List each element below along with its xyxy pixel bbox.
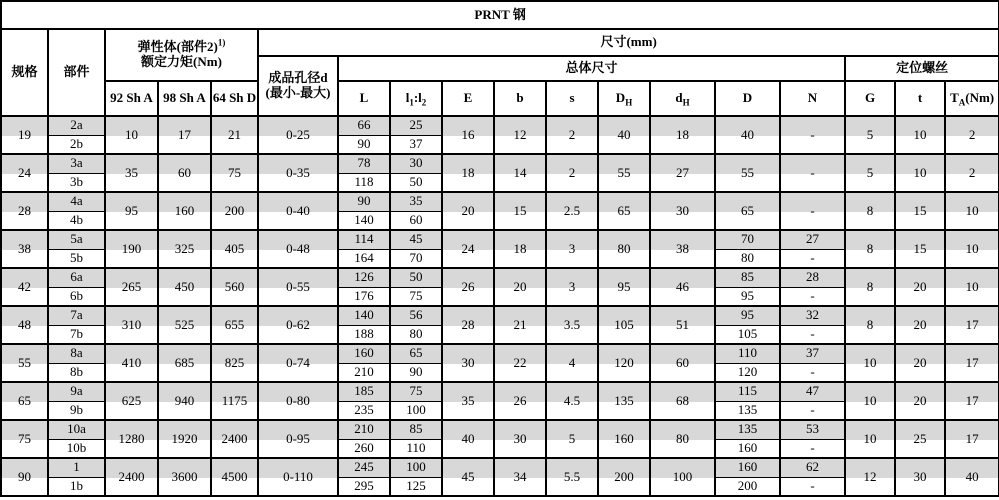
dim-L-cell: 118 — [338, 173, 390, 192]
part-cell: 2b — [48, 135, 105, 154]
dim-dH-cell: 18 — [650, 116, 715, 154]
setscrew-t-cell: 25 — [895, 420, 945, 458]
dim-N-cell: - — [780, 249, 845, 268]
bore-cell: 0-110 — [258, 458, 338, 496]
dim-L-cell: 176 — [338, 287, 390, 306]
part-cell: 7b — [48, 325, 105, 344]
dim-D-cell: 65 — [715, 192, 780, 230]
dim-l-cell: 65 — [390, 344, 442, 363]
col-header-torque: 64 Sh D — [211, 81, 258, 116]
dim-D-cell: 80 — [715, 249, 780, 268]
table-row — [1, 306, 999, 325]
dim-L-cell: 210 — [338, 420, 390, 439]
dim-L-cell: 140 — [338, 211, 390, 230]
dim-DH-cell: 200 — [598, 458, 650, 496]
dim-dH-cell: 27 — [650, 154, 715, 192]
part-cell: 1 — [48, 458, 105, 477]
table-row — [1, 192, 999, 211]
dim-l-cell: 45 — [390, 230, 442, 249]
part-cell: 7a — [48, 306, 105, 325]
bore-cell: 0-62 — [258, 306, 338, 344]
dim-l-cell: 25 — [390, 116, 442, 135]
dim-s-cell: 2 — [546, 116, 598, 154]
dim-L-cell: 78 — [338, 154, 390, 173]
table-row — [1, 458, 999, 477]
torque-cell: 685 — [158, 344, 211, 382]
dim-b-cell: 22 — [494, 344, 546, 382]
torque-cell: 410 — [105, 344, 158, 382]
setscrew-G-cell: 8 — [845, 230, 895, 268]
spec-cell: 42 — [1, 268, 48, 306]
dim-E-cell: 45 — [442, 458, 494, 496]
setscrew-TA-cell: 10 — [945, 268, 999, 306]
dim-N-cell: - — [780, 116, 845, 154]
dim-N-cell: 37 — [780, 344, 845, 363]
dim-s-cell: 3.5 — [546, 306, 598, 344]
dim-D-cell: 135 — [715, 401, 780, 420]
col-header-dim: $d_H$ — [650, 81, 715, 116]
dim-DH-cell: 95 — [598, 268, 650, 306]
part-cell: 8b — [48, 363, 105, 382]
spec-cell: 38 — [1, 230, 48, 268]
dim-E-cell: 24 — [442, 230, 494, 268]
dim-DH-cell: 120 — [598, 344, 650, 382]
dim-L-cell: 295 — [338, 477, 390, 496]
dim-N-cell: 62 — [780, 458, 845, 477]
col-header-dim: $l_1:l_2$ — [390, 81, 442, 116]
col-header-setscrew: $T_A(Nm)$ — [945, 81, 999, 116]
bore-cell: 0-74 — [258, 344, 338, 382]
setscrew-TA-cell: 10 — [945, 192, 999, 230]
setscrew-t-cell: 20 — [895, 344, 945, 382]
torque-cell: 405 — [211, 230, 258, 268]
col-header-part: 部件 — [48, 29, 105, 116]
table-row — [1, 344, 999, 363]
torque-cell: 655 — [211, 306, 258, 344]
setscrew-TA-cell: 10 — [945, 230, 999, 268]
setscrew-TA-cell: 17 — [945, 306, 999, 344]
dim-l-cell: 80 — [390, 325, 442, 344]
dim-D-cell: 85 — [715, 268, 780, 287]
col-header-setscrew: G — [845, 81, 895, 116]
setscrew-TA-cell: 40 — [945, 458, 999, 496]
torque-cell: 3600 — [158, 458, 211, 496]
dim-b-cell: 34 — [494, 458, 546, 496]
torque-cell: 450 — [158, 268, 211, 306]
torque-cell: 625 — [105, 382, 158, 420]
dim-b-cell: 30 — [494, 420, 546, 458]
torque-cell: 310 — [105, 306, 158, 344]
dim-E-cell: 30 — [442, 344, 494, 382]
dim-b-cell: 26 — [494, 382, 546, 420]
table-row — [1, 154, 999, 173]
col-group-overall: 总体尺寸 — [338, 56, 845, 81]
part-cell: 9b — [48, 401, 105, 420]
col-group-setscrew: 定位螺丝 — [845, 56, 999, 81]
table-row — [1, 420, 999, 439]
dim-DH-cell: 105 — [598, 306, 650, 344]
dim-L-cell: 66 — [338, 116, 390, 135]
torque-cell: 1920 — [158, 420, 211, 458]
part-cell: 4b — [48, 211, 105, 230]
dim-L-cell: 260 — [338, 439, 390, 458]
dim-N-cell: 32 — [780, 306, 845, 325]
dim-b-cell: 15 — [494, 192, 546, 230]
setscrew-G-cell: 12 — [845, 458, 895, 496]
setscrew-TA-cell: 17 — [945, 382, 999, 420]
bore-cell: 0-48 — [258, 230, 338, 268]
spec-cell: 75 — [1, 420, 48, 458]
bore-cell: 0-40 — [258, 192, 338, 230]
dim-DH-cell: 40 — [598, 116, 650, 154]
setscrew-t-cell: 20 — [895, 382, 945, 420]
spec-cell: 55 — [1, 344, 48, 382]
dim-dH-cell: 68 — [650, 382, 715, 420]
part-cell: 5a — [48, 230, 105, 249]
dim-DH-cell: 65 — [598, 192, 650, 230]
dim-N-cell: - — [780, 477, 845, 496]
torque-cell: 325 — [158, 230, 211, 268]
dim-dH-cell: 51 — [650, 306, 715, 344]
dim-b-cell: 21 — [494, 306, 546, 344]
setscrew-t-cell: 10 — [895, 116, 945, 154]
part-cell: 1b — [48, 477, 105, 496]
torque-cell: 2400 — [211, 420, 258, 458]
col-header-torque: 98 Sh A — [158, 81, 211, 116]
col-header-dim: N — [780, 81, 845, 116]
dim-s-cell: 5 — [546, 420, 598, 458]
torque-cell: 17 — [158, 116, 211, 154]
dim-L-cell: 188 — [338, 325, 390, 344]
setscrew-t-cell: 15 — [895, 230, 945, 268]
dim-s-cell: 2.5 — [546, 192, 598, 230]
torque-cell: 1280 — [105, 420, 158, 458]
torque-cell: 75 — [211, 154, 258, 192]
dim-l-cell: 60 — [390, 211, 442, 230]
part-cell: 4a — [48, 192, 105, 211]
torque-cell: 10 — [105, 116, 158, 154]
setscrew-G-cell: 5 — [845, 154, 895, 192]
dim-l-cell: 90 — [390, 363, 442, 382]
setscrew-TA-cell: 2 — [945, 154, 999, 192]
dim-D-cell: 70 — [715, 230, 780, 249]
dim-l-cell: 56 — [390, 306, 442, 325]
dim-D-cell: 105 — [715, 325, 780, 344]
dim-L-cell: 235 — [338, 401, 390, 420]
torque-cell: 940 — [158, 382, 211, 420]
dim-N-cell: - — [780, 363, 845, 382]
setscrew-TA-cell: 2 — [945, 116, 999, 154]
dim-N-cell: 28 — [780, 268, 845, 287]
dim-l-cell: 70 — [390, 249, 442, 268]
setscrew-G-cell: 8 — [845, 268, 895, 306]
bore-cell: 0-25 — [258, 116, 338, 154]
dim-l-cell: 75 — [390, 382, 442, 401]
col-header-dim: s — [546, 81, 598, 116]
dim-dH-cell: 38 — [650, 230, 715, 268]
part-cell: 9a — [48, 382, 105, 401]
spec-cell: 90 — [1, 458, 48, 496]
dim-D-cell: 160 — [715, 458, 780, 477]
part-cell: 10b — [48, 439, 105, 458]
dim-L-cell: 245 — [338, 458, 390, 477]
dim-dH-cell: 30 — [650, 192, 715, 230]
torque-cell: 190 — [105, 230, 158, 268]
setscrew-t-cell: 15 — [895, 192, 945, 230]
torque-cell: 560 — [211, 268, 258, 306]
part-cell: 3b — [48, 173, 105, 192]
dim-dH-cell: 46 — [650, 268, 715, 306]
part-cell: 5b — [48, 249, 105, 268]
part-cell: 6a — [48, 268, 105, 287]
dim-L-cell: 140 — [338, 306, 390, 325]
dim-L-cell: 185 — [338, 382, 390, 401]
dim-l-cell: 100 — [390, 458, 442, 477]
dim-D-cell: 40 — [715, 116, 780, 154]
torque-cell: 525 — [158, 306, 211, 344]
torque-cell: 265 — [105, 268, 158, 306]
elastomer-footnote-mark: 1) — [217, 37, 226, 48]
dim-E-cell: 40 — [442, 420, 494, 458]
spec-cell: 28 — [1, 192, 48, 230]
setscrew-t-cell: 30 — [895, 458, 945, 496]
setscrew-t-cell: 20 — [895, 268, 945, 306]
dim-b-cell: 20 — [494, 268, 546, 306]
col-group-dimensions: 尺寸(mm) — [258, 29, 999, 56]
table-row — [1, 116, 999, 135]
dim-s-cell: 3 — [546, 268, 598, 306]
part-cell: 2a — [48, 116, 105, 135]
dim-N-cell: 27 — [780, 230, 845, 249]
dim-E-cell: 16 — [442, 116, 494, 154]
col-header-setscrew: t — [895, 81, 945, 116]
torque-cell: 60 — [158, 154, 211, 192]
setscrew-TA-cell: 17 — [945, 420, 999, 458]
dim-s-cell: 4 — [546, 344, 598, 382]
dim-L-cell: 164 — [338, 249, 390, 268]
col-header-spec: 规格 — [1, 29, 48, 116]
dim-L-cell: 126 — [338, 268, 390, 287]
col-header-dim: D — [715, 81, 780, 116]
setscrew-t-cell: 10 — [895, 154, 945, 192]
dim-s-cell: 4.5 — [546, 382, 598, 420]
dim-L-cell: 114 — [338, 230, 390, 249]
dim-l-cell: 75 — [390, 287, 442, 306]
dim-l-cell: 50 — [390, 268, 442, 287]
dim-L-cell: 210 — [338, 363, 390, 382]
dim-N-cell: - — [780, 401, 845, 420]
torque-cell: 95 — [105, 192, 158, 230]
elastomer-label-line1: 弹性体(部件2) — [137, 39, 218, 55]
dim-N-cell: - — [780, 325, 845, 344]
setscrew-G-cell: 10 — [845, 420, 895, 458]
dim-N-cell: - — [780, 439, 845, 458]
dim-DH-cell: 135 — [598, 382, 650, 420]
dim-N-cell: - — [780, 154, 845, 192]
bore-cell: 0-95 — [258, 420, 338, 458]
dim-N-cell: 47 — [780, 382, 845, 401]
setscrew-G-cell: 8 — [845, 192, 895, 230]
spec-cell: 19 — [1, 116, 48, 154]
dim-E-cell: 20 — [442, 192, 494, 230]
torque-cell: 21 — [211, 116, 258, 154]
table-row — [1, 382, 999, 401]
dim-D-cell: 160 — [715, 439, 780, 458]
dim-dH-cell: 100 — [650, 458, 715, 496]
dim-dH-cell: 60 — [650, 344, 715, 382]
col-header-torque: 92 Sh A — [105, 81, 158, 116]
dim-dH-cell: 80 — [650, 420, 715, 458]
table-row — [1, 230, 999, 249]
torque-cell: 35 — [105, 154, 158, 192]
bore-cell: 0-80 — [258, 382, 338, 420]
dim-DH-cell: 160 — [598, 420, 650, 458]
dim-b-cell: 18 — [494, 230, 546, 268]
setscrew-t-cell: 20 — [895, 306, 945, 344]
dim-s-cell: 2 — [546, 154, 598, 192]
dim-D-cell: 95 — [715, 287, 780, 306]
dim-D-cell: 110 — [715, 344, 780, 363]
dim-s-cell: 5.5 — [546, 458, 598, 496]
dim-l-cell: 110 — [390, 439, 442, 458]
dim-b-cell: 12 — [494, 116, 546, 154]
part-cell: 8a — [48, 344, 105, 363]
elastomer-label-line2: 额定力矩(Nm) — [141, 54, 222, 69]
col-header-dim: L — [338, 81, 390, 116]
dim-D-cell: 115 — [715, 382, 780, 401]
dim-D-cell: 95 — [715, 306, 780, 325]
dim-E-cell: 18 — [442, 154, 494, 192]
dim-E-cell: 28 — [442, 306, 494, 344]
dim-L-cell: 90 — [338, 192, 390, 211]
setscrew-G-cell: 10 — [845, 344, 895, 382]
spec-cell: 48 — [1, 306, 48, 344]
dim-l-cell: 35 — [390, 192, 442, 211]
setscrew-G-cell: 10 — [845, 382, 895, 420]
setscrew-TA-cell: 17 — [945, 344, 999, 382]
torque-cell: 825 — [211, 344, 258, 382]
torque-cell: 160 — [158, 192, 211, 230]
bore-label-line1: 成品孔径d — [268, 70, 328, 86]
dim-l-cell: 30 — [390, 154, 442, 173]
dim-E-cell: 26 — [442, 268, 494, 306]
dim-l-cell: 100 — [390, 401, 442, 420]
dim-D-cell: 120 — [715, 363, 780, 382]
torque-cell: 200 — [211, 192, 258, 230]
dim-N-cell: - — [780, 192, 845, 230]
part-cell: 6b — [48, 287, 105, 306]
dim-N-cell: 53 — [780, 420, 845, 439]
bore-cell: 0-55 — [258, 268, 338, 306]
dim-D-cell: 55 — [715, 154, 780, 192]
torque-cell: 2400 — [105, 458, 158, 496]
part-cell: 3a — [48, 154, 105, 173]
dim-b-cell: 14 — [494, 154, 546, 192]
dim-L-cell: 160 — [338, 344, 390, 363]
dim-E-cell: 35 — [442, 382, 494, 420]
col-header-dim: E — [442, 81, 494, 116]
dim-l-cell: 85 — [390, 420, 442, 439]
torque-cell: 1175 — [211, 382, 258, 420]
dim-L-cell: 90 — [338, 135, 390, 154]
dim-D-cell: 135 — [715, 420, 780, 439]
torque-cell: 4500 — [211, 458, 258, 496]
table-row — [1, 268, 999, 287]
col-header-bore — [258, 56, 338, 116]
bore-label-line2: (最小-最大) — [265, 85, 331, 100]
dim-s-cell: 3 — [546, 230, 598, 268]
col-header-dim: $D_H$ — [598, 81, 650, 116]
setscrew-G-cell: 8 — [845, 306, 895, 344]
part-cell: 10a — [48, 420, 105, 439]
dim-l-cell: 37 — [390, 135, 442, 154]
col-header-dim: b — [494, 81, 546, 116]
dim-l-cell: 50 — [390, 173, 442, 192]
bore-cell: 0-35 — [258, 154, 338, 192]
col-group-elastomer — [105, 29, 258, 81]
setscrew-G-cell: 5 — [845, 116, 895, 154]
dim-D-cell: 200 — [715, 477, 780, 496]
spec-cell: 65 — [1, 382, 48, 420]
dim-DH-cell: 80 — [598, 230, 650, 268]
spec-cell: 24 — [1, 154, 48, 192]
table-title: PRNT 钢 — [1, 1, 999, 29]
dim-DH-cell: 55 — [598, 154, 650, 192]
dim-l-cell: 125 — [390, 477, 442, 496]
dim-N-cell: - — [780, 287, 845, 306]
